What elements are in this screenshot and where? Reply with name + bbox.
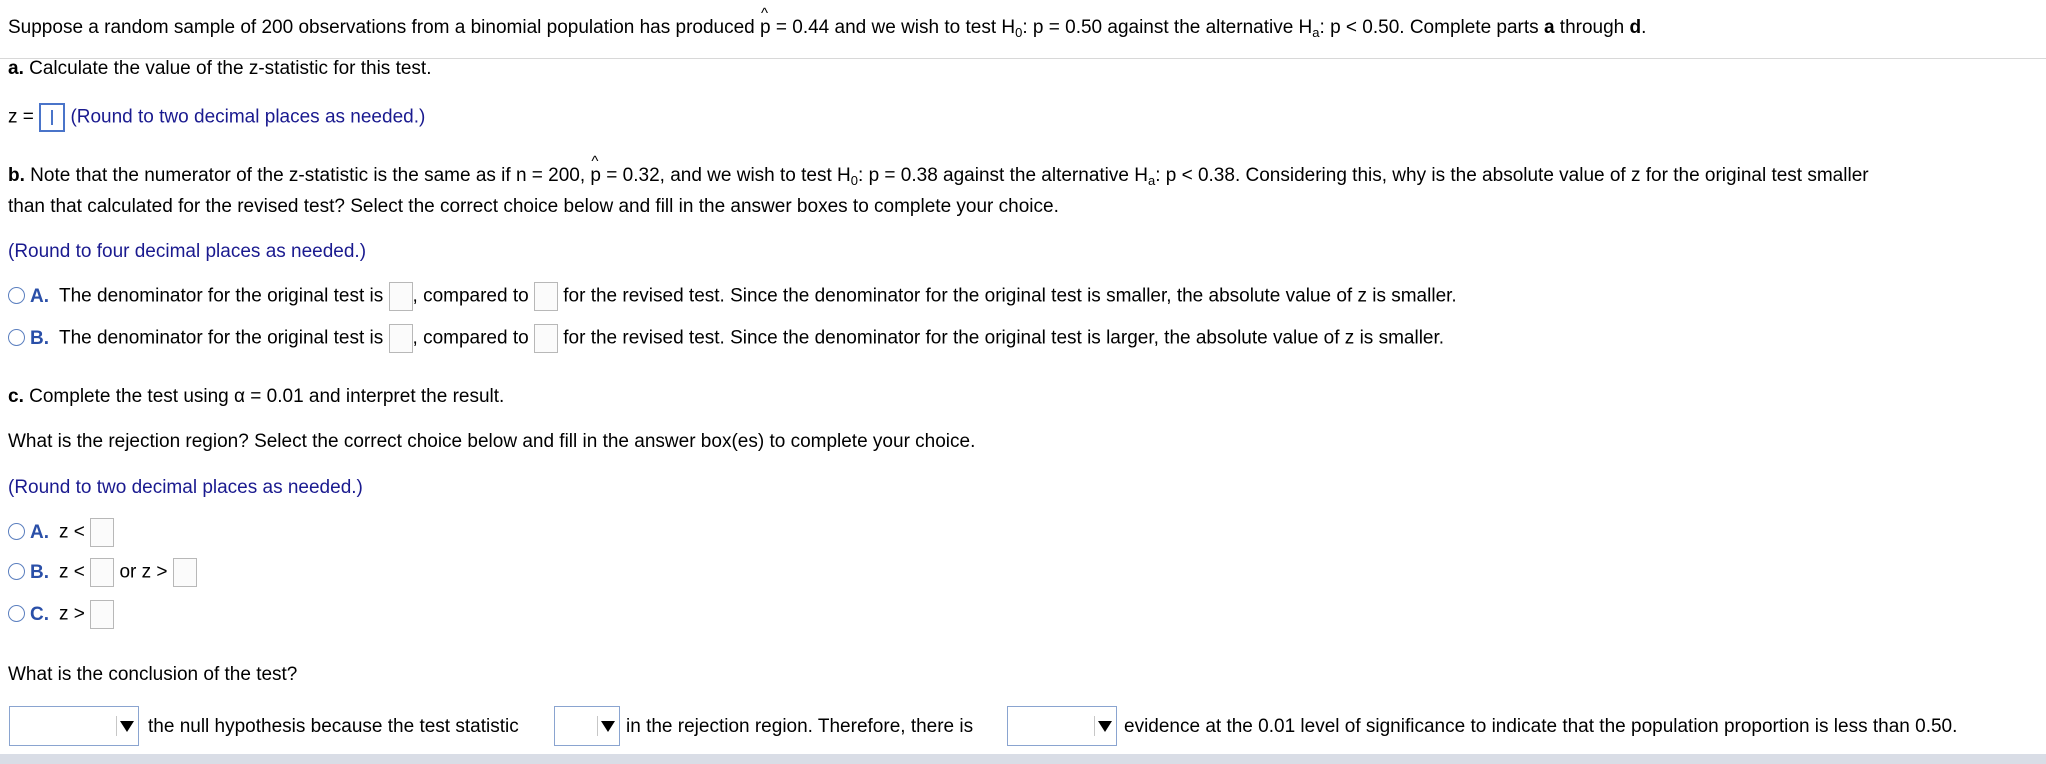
radio-button[interactable] xyxy=(8,605,25,622)
alpha-symbol: α xyxy=(234,386,246,407)
dropdown-arrow-icon xyxy=(597,716,615,736)
part-b-option-a[interactable]: A. The denominator for the original test is , compared to for the revised test. Since the denominator for the original test is smaller, the absolute value of z is smaller. xyxy=(8,282,1457,311)
p-hat-symbol: ^ p xyxy=(760,16,771,40)
part-b-option-b[interactable]: B. The denominator for the original test is , compared to for the revised test. Since the denominator for the original test is larger, the absolute value of z is smaller. xyxy=(8,324,1444,353)
part-c-option-c[interactable]: C. z > xyxy=(8,600,114,629)
decision-dropdown[interactable] xyxy=(9,706,139,746)
conclusion-text-3: evidence at the 0.01 level of significance to indicate that the population proportion is less than 0.50. xyxy=(1124,716,1958,737)
z-statistic-input[interactable] xyxy=(39,103,65,132)
part-a-hint: (Round to two decimal places as needed.) xyxy=(70,106,426,128)
critical-value-input[interactable] xyxy=(90,600,114,629)
part-c-option-b[interactable]: B. z < or z > xyxy=(8,558,197,587)
evidence-dropdown[interactable] xyxy=(1007,706,1117,746)
rejection-region-question: What is the rejection region? Select the correct choice below and fill in the answer box(es) to complete your choice. xyxy=(8,431,976,452)
part-a-answer-row: z = (Round to two decimal places as needed.) xyxy=(8,103,425,132)
radio-button[interactable] xyxy=(8,287,25,304)
radio-button[interactable] xyxy=(8,563,25,580)
original-denominator-input[interactable] xyxy=(389,282,413,311)
part-b-prompt: b. Note that the numerator of the z-statistic is the same as if n = 200, ^ p = 0.32, and we wish to test $H_0$: p = 0.38 against the alternative $H_a$: p < 0.38. Considering this, why is the absolute value of z for the original test smaller xyxy=(8,164,1869,188)
radio-button[interactable] xyxy=(8,329,25,346)
dropdown-arrow-icon xyxy=(116,716,134,736)
part-c-prompt: c. Complete the test using α = 0.01 and interpret the result. xyxy=(8,386,505,407)
statistic-location-dropdown[interactable] xyxy=(554,706,620,746)
upper-critical-value-input[interactable] xyxy=(173,558,197,587)
part-b-prompt-line2: than that calculated for the revised test? Select the correct choice below and fill in the answer boxes to complete your choice. xyxy=(8,196,1059,217)
original-denominator-input[interactable] xyxy=(389,324,413,353)
conclusion-text-2: in the rejection region. Therefore, there is xyxy=(626,716,974,737)
dropdown-arrow-icon xyxy=(1094,716,1112,736)
critical-value-input[interactable] xyxy=(90,518,114,547)
conclusion-text-1: the null hypothesis because the test statistic xyxy=(148,716,519,737)
part-c-hint: (Round to two decimal places as needed.) xyxy=(8,477,363,498)
problem-statement: Suppose a random sample of 200 observations from a binomial population has produced ^ p = 0.44 and we wish to test $H_0$: p = 0.50 against the alternative $H_a$: p < 0.50. Complete parts a through d. xyxy=(8,16,1646,40)
part-b-hint: (Round to four decimal places as needed.) xyxy=(8,241,367,262)
lower-critical-value-input[interactable] xyxy=(90,558,114,587)
revised-denominator-input[interactable] xyxy=(534,282,558,311)
part-a-prompt: a. Calculate the value of the z-statistic for this test. xyxy=(8,58,432,79)
part-c-option-a[interactable]: A. z < xyxy=(8,518,114,547)
revised-denominator-input[interactable] xyxy=(534,324,558,353)
conclusion-question: What is the conclusion of the test? xyxy=(8,664,298,685)
radio-button[interactable] xyxy=(8,523,25,540)
p-hat-symbol: ^ p xyxy=(590,164,601,188)
bottom-scrollbar[interactable] xyxy=(0,754,2046,764)
